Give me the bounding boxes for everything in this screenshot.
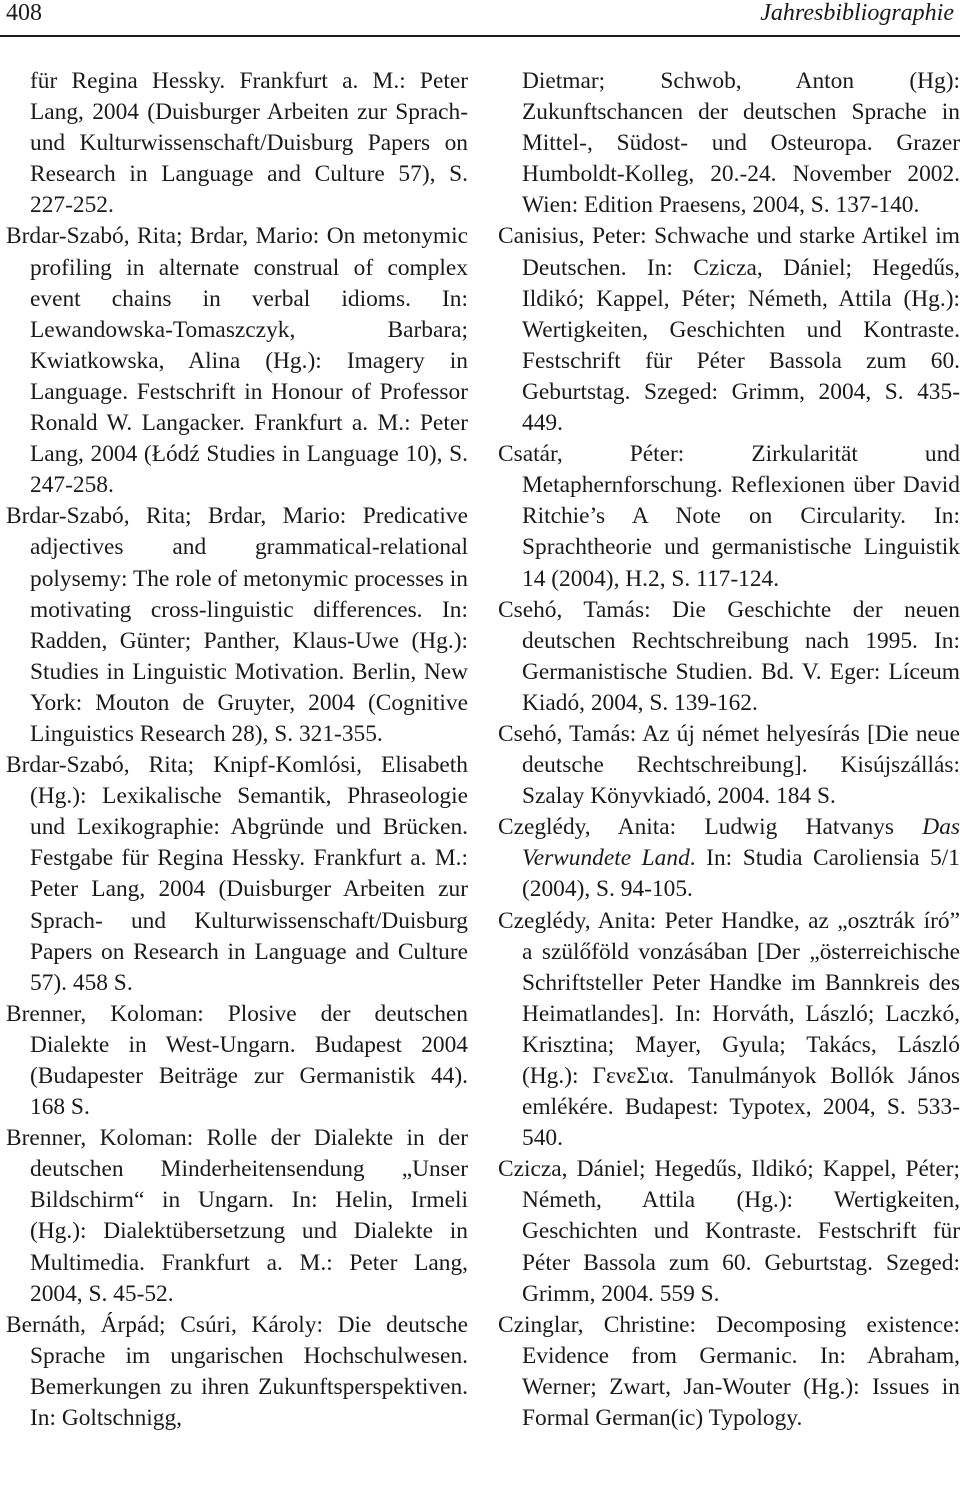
entry-title-italic: Das Verwundete Land (522, 814, 960, 872)
entry-text: Czeglédy, Anita: Ludwig Hatvanys (498, 814, 923, 841)
bibliography-entry: Brdar-Szabó, Rita; Knipf-Komlósi, Elisabeth (Hg.): Lexikalische Semantik, Phraseologie und Lexikographie: Abgründe und Brücken. Festgabe für Regina Hessky. Frankfurt a. M.: Peter Lang, 2004 (Duisburger Arbeiten zur Sprach- und Kulturwissenschaft/Duisburg Papers on Research in Language and Culture 57). 458 S. (6, 752, 468, 996)
bibliography-entry: Canisius, Peter: Schwache und starke Artikel im Deutschen. In: Czicza, Dániel; Hegedűs, Ildikó; Kappel, Péter; Németh, Attila (Hg.): Wertigkeiten, Geschichten und Kontraste. Festschrift für Péter Bassola zum 60. Geburtstag. Szeged: Grimm, 2004, S. 435-449. (498, 223, 960, 437)
bibliography-entry: für Regina Hessky. Frankfurt a. M.: Peter Lang, 2004 (Duisburger Arbeiten zur Sprach- und Kulturwissenschaft/Duisburg Papers on Research in Language and Culture 57), S. 227-252. (30, 68, 468, 219)
page-header (0, 0, 960, 40)
bibliography-entry: Brdar-Szabó, Rita; Brdar, Mario: Predicative adjectives and grammatical-relational polysemy: The role of metonymic processes in motivating cross-linguistic differences. In: Radden, Günter; Panther, Klaus-Uwe (Hg.): Studies in Linguistic Motivation. Berlin, New York: Mouton de Gruyter, 2004 (Cognitive Linguistics Research 28), S. 321-355. (6, 503, 468, 747)
bibliography-entry: Bernáth, Árpád; Csúri, Károly: Die deutsche Sprache im ungarischen Hochschulwesen. Bemerkungen zu ihren Zukunftsperspektiven. In: Goltschnigg, (6, 1311, 468, 1432)
page-number: 408 (6, 0, 42, 26)
running-title: Jahresbibliographie (760, 0, 954, 26)
right-column (498, 66, 960, 1434)
bibliography-entry: Brdar-Szabó, Rita; Brdar, Mario: On metonymic profiling in alternate construal of complex event chains in verbal idioms. In: Lewandowska-Tomaszczyk, Barbara; Kwiatkowska, Alina (Hg.): Imagery in Language. Festschrift in Honour of Professor Ronald W. Langacker. Frankfurt a. M.: Peter Lang, 2004 (Łódź Studies in Language 10), S. 247-258. (6, 223, 468, 499)
bibliography-entry: Czinglar, Christine: Decomposing existence: Evidence from Germanic. In: Abraham, Werner; Zwart, Jan-Wouter (Hg.): Issues in Formal German(ic) Typology. (498, 1311, 960, 1432)
bibliography-entry: Czeglédy, Anita: Peter Handke, az „osztrák író” a szülőföld vonzásában [Der „österreichische Schriftsteller Peter Handke im Bannkreis des Heimatlandes]. In: Horváth, László; Laczkó, Krisztina; Mayer, Gyula; Takács, László (Hg.): ΓενεΣια. Tanulmányok Bollók János emlékére. Budapest: Typotex, 2004, S. 533-540. (498, 907, 960, 1152)
bibliography-entry: Czicza, Dániel; Hegedűs, Ildikó; Kappel, Péter; Németh, Attila (Hg.): Wertigkeiten, Geschichten und Kontraste. Festschrift für Péter Bassola zum 60. Geburtstag. Szeged: Grimm, 2004. 559 S. (498, 1156, 960, 1307)
entry-text: . In: Studia Caroliensia 5/1 (2004), S. 94-105. (522, 845, 960, 903)
header-rule (0, 35, 960, 37)
bibliography-entry: Dietmar; Schwob, Anton (Hg): Zukunftschancen der deutschen Sprache in Mittel-, Südost- und Osteuropa. Grazer Humboldt-Kolleg, 20.-24. November 2002. Wien: Edition Praesens, 2004, S. 137-140. (522, 68, 960, 219)
bibliography-entry: Brenner, Koloman: Plosive der deutschen Dialekte in West-Ungarn. Budapest 2004 (Budapester Beiträge zur Germanistik 44). 168 S. (6, 1000, 468, 1121)
bibliography-entry (498, 812, 960, 905)
bibliography-entry: Brenner, Koloman: Rolle der Dialekte in der deutschen Minderheitensendung „Unser Bildschirm“ in Ungarn. In: Helin, Irmeli (Hg.): Dialektübersetzung und Dialekte in Multimedia. Frankfurt a. M.: Peter Lang, 2004, S. 45-52. (6, 1125, 468, 1307)
bibliography-entry: Csehó, Tamás: Die Geschichte der neuen deutschen Rechtschreibung nach 1995. In: Germanistische Studien. Bd. V. Eger: Líceum Kiadó, 2004, S. 139-162. (498, 596, 960, 716)
left-column (6, 66, 468, 1434)
bibliography-entry: Csehó, Tamás: Az új német helyesírás [Die neue deutsche Rechtschreibung]. Kisújszállás: Szalay Könyvkiadó, 2004. 184 S. (498, 720, 960, 810)
bibliography-entry: Csatár, Péter: Zirkularität und Metaphernforschung. Reflexionen über David Ritchie’s A Note on Circularity. In: Sprachtheorie und germanistische Linguistik 14 (2004), H.2, S. 117-124. (498, 441, 960, 592)
